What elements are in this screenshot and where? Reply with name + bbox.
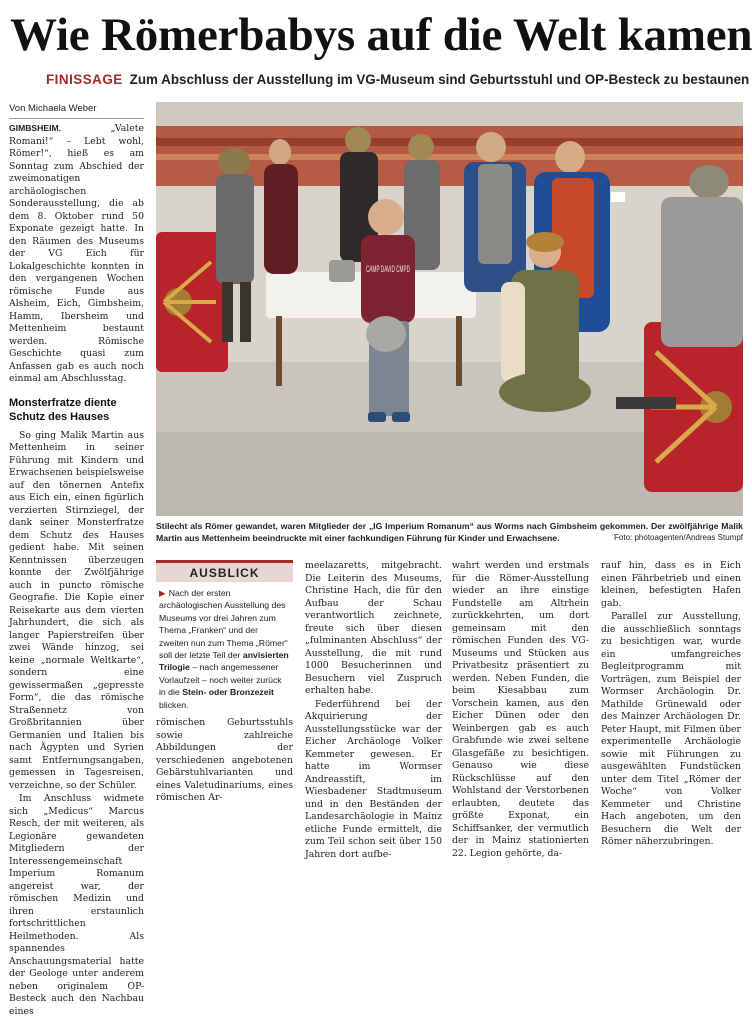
ausblick-text-b: – nach angemessener Vorlaufzeit – noch weiter zurück in die: [159, 662, 282, 698]
article-column-2: [156, 717, 293, 803]
kicker: FINISSAGE: [46, 72, 123, 87]
photo-credit: Foto: photoagenten/Andreas Stumpf: [614, 533, 743, 542]
section-heading: Monsterfratze diente Schutz des Hauses: [9, 396, 117, 423]
paragraph: Federführend bei der Akquirierung der Ausstellungsstücke war der Eicher Archäologe Volker Kemmeter gewesen. Er hatte im Wormser Andreasstift, im Wiesbadener Stadtmuseum und in den Beständen der Landesarchäologie in Mainz etliche Funde ermittelt, die zum Teil schon seit über 150 Jahren dort aufbe-: [305, 698, 442, 860]
paragraph: römischen Geburtsstuhls sowie zahlreiche Abbildungen der verschiedenen angebotenen Gebärstuhlvarianten und eines Valetudinariums, eines römischen Ar-: [156, 717, 293, 803]
subheadline: Zum Abschluss der Ausstellung im VG-Museum sind Geburtsstuhl und OP-Besteck zu bestaunen: [129, 72, 750, 87]
dateline: GIMBSHEIM.: [9, 123, 62, 133]
intro-text: „Valete Romani!“ – Lebt wohl, Römer!“, hieß es am Sonntag zum Abschied der zweimonatigen archäologischen Sonderausstellung, die ab dem 8. Oktober rund 50 Exponate gezeigt hatte. In den Räumen des Museums der VG Eich für Lokalgeschichte konnten in den vergangenen Wochen römische Funde aus Alsheim, Eich, Gimbsheim, Hamm, Ibersheim und Mettenheim bestaunt werden. Römische Geschichte quasi zum Anfassen gab es auch noch einmal am Abschlusstag.: [9, 123, 144, 384]
ausblick-box: [156, 560, 293, 710]
ausblick-text-c: blicken.: [159, 699, 189, 710]
paragraph: meelazaretts, mitgebracht. Die Leiterin des Museums, Christine Hach, die für den Aufbau der Schau verantwortlich zeichnete, freute sich über diesen „fulminanten Abschluss“ der Ausstellung, die mit rund 1000 Besucherinnen und Besuchern viel Zuspruch erhalten habe.: [305, 560, 442, 696]
paragraph: wahrt werden und erstmals für die Römer-Ausstellung wieder an ihre einstige Fundstelle am Altrhein zurückkehrten, um dort gemeinsam mit den römischen Funden des VG-Museums und Stücken aus Privatbesitz präsentiert zu werden. Neben Funden, die beim Kiesabbau zum Vorschein kamen, aus den Eicher Dünen oder den Weinbergen gab es auch Grabfunde wie zwei seltene Glasgefäße zu besichtigen. Genauso wie diese Rückschlüsse auf den Wohlstand der Verstorbenen erlaubten, deutete das größte Exponat, ein Schiffsanker, der vermutlich der in Mainz stationierten 22. Legion gehörte, da-: [452, 560, 589, 859]
ausblick-bold-a: anvisierten Trilogie: [159, 650, 289, 673]
byline: Von Michaela Weber: [9, 103, 97, 114]
ausblick-text: [156, 582, 293, 711]
byline-divider: [9, 118, 144, 119]
ausblick-text-a: Nach der ersten archäologischen Ausstellung des Museums vor drei Jahren zum Thema „Franken“ und der zweiten nun zum Thema „Römer“ soll der letzte Teil der: [159, 588, 288, 661]
ausblick-bold-b: Stein- oder Bronzezeit: [182, 687, 274, 698]
photo-caption: [156, 520, 743, 544]
paragraph: Im Anschluss widmete sich „Medicus“ Marcus Resch, der mit weiteren, als Legionäre gewandeten Mitgliedern der Interessengemeinschaft Imperium Romanum angereist war, der römischen Medizin und ihren erstaunlich fortschrittlichen Heilmethoden. Als spannendes Anschauungsmaterial hatte der Geologe unter anderem neben originalem OP-Besteck auch den Nachbau eines: [9, 793, 144, 1017]
photo-illustration: [156, 102, 743, 516]
article-column-1: [9, 122, 144, 1017]
paragraph: So ging Malik Martin aus Mettenheim in seiner Führung mit Kindern und Erwachsenen beispielsweise auf den tönernen Antefix aus Eich ein, einen figürlich verzierten Stirnziegel, der dank seiner Monsterfratze dem Schutz des Hauses gedient habe. Mit seinen Kenntnissen überzeugen konnte der Zwölfjährige auch in puncto römische Geografie. Die Kopie einer Reisekarte aus dem vierten Jahrhundert, die sich als langer Papierstreifen über zwei Wände hinzog, sei keine „normale Weltkarte“, sondern eine gewissermaßen „gepresste Form“, die das römische Straßennetz von Großbritannien über Germanien und Italien bis nach Ägypten und Syrien samt Entfernungsangaben, gemessen in Tagesreisen, verzeichne, so der Schüler.: [9, 429, 144, 791]
headline: Wie Römerbabys auf die Welt kamen: [10, 9, 752, 61]
paragraph: Parallel zur Ausstellung, die ausschließlich sonntags zu besichtigen war, wurde ein umfangreiches Begleitprogramm mit Vorträgen, zum Beispiel der Wormser Archäologin Dr. Mathilde Grünewald oder des Mainzer Archäologen Dr. Peter Haupt, mit Filmen über experimentelle Archäologie sowie mit Führungen zu ausgewählten Fundstücken unter dem Titel „Römer der Woche“ von Volker Kemmeter und Christine Hach angeboten, um den Besuchern die Welt der Römer näherzubringen.: [601, 611, 741, 847]
intro-paragraph: [9, 122, 144, 386]
subheadline-row: [46, 69, 750, 93]
article-column-5: [601, 560, 741, 847]
photo-shirt-text: CAMP DAVID CMPD: [366, 264, 411, 274]
caption-text: Stilecht als Römer gewandet, waren Mitglieder der „IG Imperium Romanum“ aus Worms nach Gimbsheim gekommen. Der zwölfjährige Malik Martin aus Mettenheim beeindruckte mit einer fachkundigen Führung für Kinder und Erwachsene.: [156, 521, 743, 543]
ausblick-title: AUSBLICK: [156, 560, 293, 582]
article-photo: [156, 102, 743, 516]
triangle-bullet-icon: ▶: [159, 588, 166, 598]
article-column-3: [305, 560, 442, 860]
paragraph: rauf hin, dass es in Eich einen Fährbetrieb und einen kleinen, befestigten Hafen gab.: [601, 560, 741, 609]
article-column-4: [452, 560, 589, 859]
